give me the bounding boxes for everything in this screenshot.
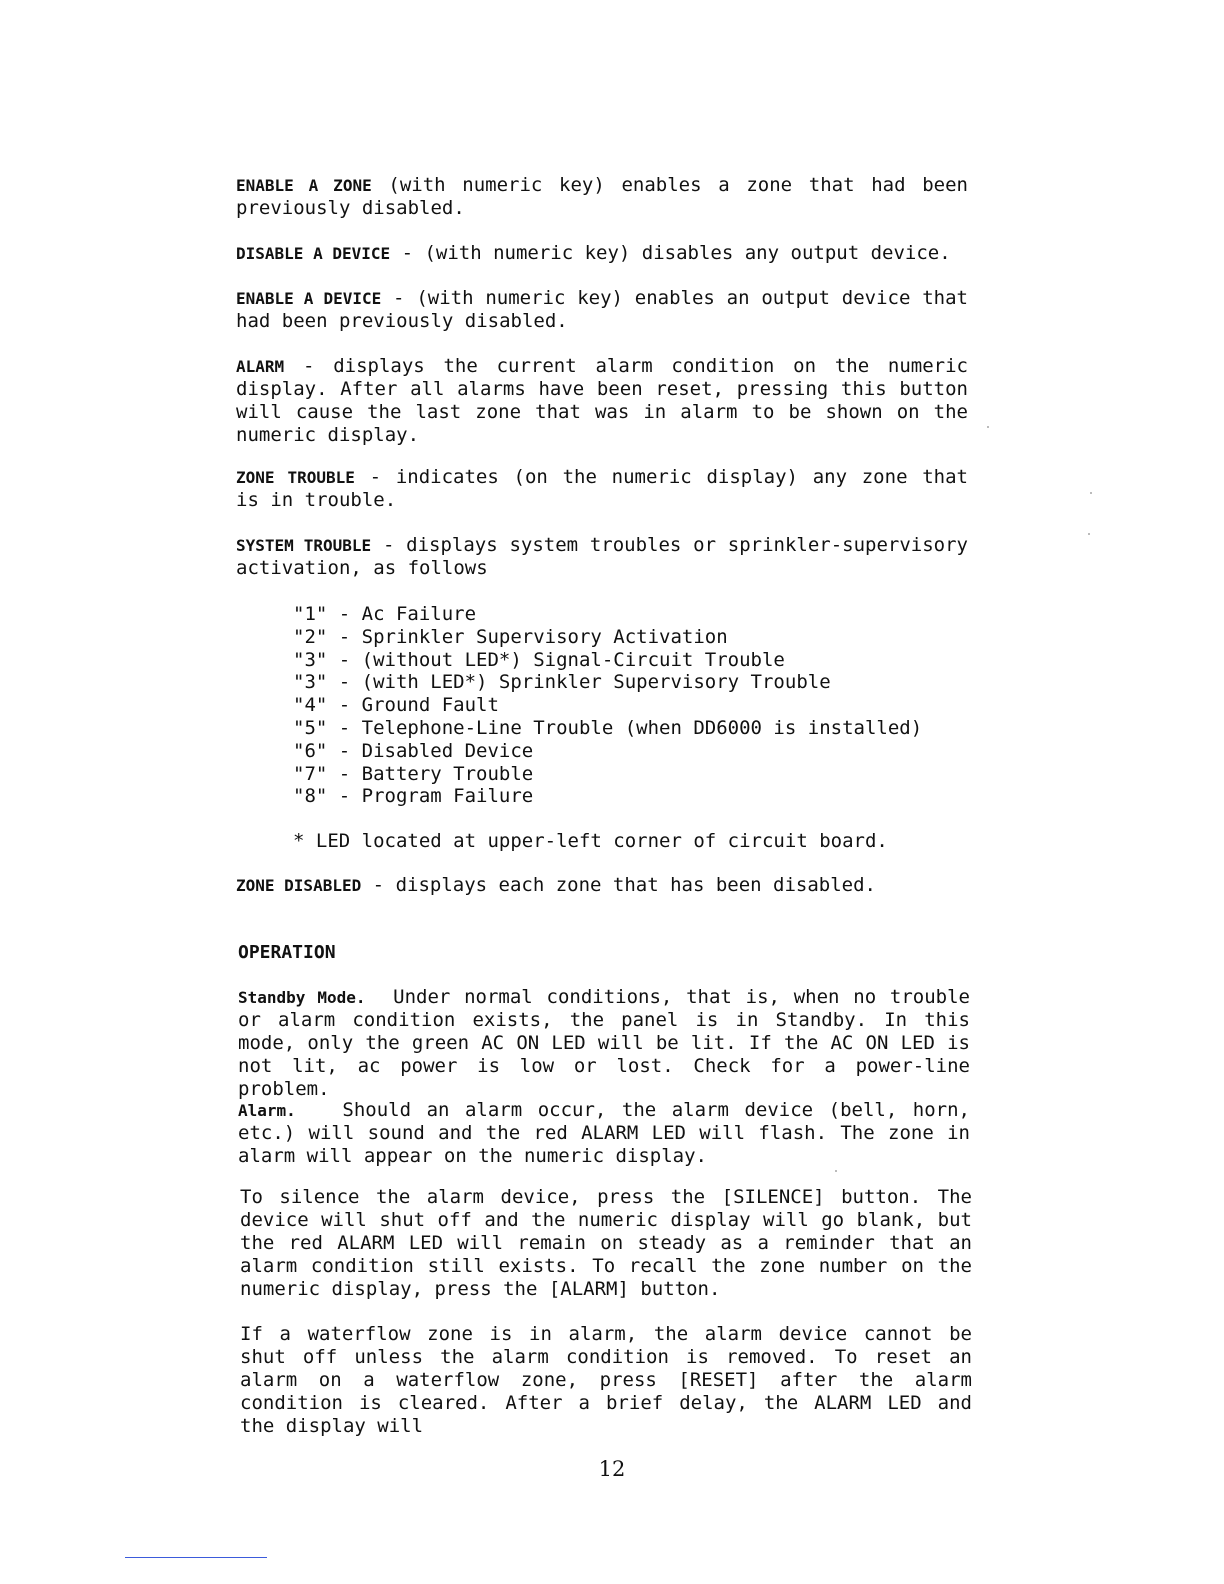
- alarm-operation-paragraph: [238, 1099, 970, 1168]
- led-note: * LED located at upper-left corner of circuit board.: [293, 830, 888, 852]
- separator: -: [390, 242, 425, 264]
- separator: -: [284, 355, 334, 377]
- list-item: "8" - Program Failure: [293, 785, 534, 808]
- silence-paragraph: To silence the alarm device, press the [SILENCE] button. The device will shut off and the numeric display will go blank, but the red ALARM LED will remain on steady as a reminder that an alarm condition still exists. To recall the zone number on the numeric display, press the [ALARM] button.: [240, 1186, 972, 1300]
- list-item: "7" - Battery Trouble: [293, 762, 534, 785]
- enable-zone-text: (with numeric key) enables a zone that had been previously disabled.: [236, 174, 968, 219]
- zone-trouble-text: indicates (on the numeric display) any zone that is in trouble.: [236, 466, 968, 511]
- list-item: "2" - Sprinkler Supervisory Activation: [293, 625, 728, 648]
- disable-device-term: DISABLE A DEVICE: [236, 244, 391, 263]
- list-item: "1" - Ac Failure: [293, 603, 477, 625]
- page-number: 12: [598, 1457, 626, 1481]
- system-trouble-text: displays system troubles or sprinkler-supervisory activation, as follows: [236, 534, 968, 579]
- disable-device-paragraph: [236, 242, 968, 265]
- separator: [372, 174, 389, 196]
- list-item: "6" - Disabled Device: [293, 739, 534, 762]
- scan-speck: [987, 426, 989, 428]
- enable-zone-term: ENABLE A ZONE: [236, 176, 372, 195]
- zone-disabled-text: displays each zone that has been disabled.: [395, 874, 876, 896]
- alarm-term: ALARM: [236, 357, 285, 376]
- separator: -: [371, 534, 407, 556]
- standby-text: Under normal conditions, that is, when no trouble or alarm condition exists, the panel is in Standby. In this mode, only the green AC ON LED will be lit. If the AC ON LED is not lit, ac power is low or lost. Check for a power-line problem.: [238, 986, 970, 1100]
- alarm-paragraph: [236, 355, 968, 447]
- waterflow-paragraph: If a waterflow zone is in alarm, the alarm device cannot be shut off unless the alarm condition is removed. To reset an alarm on a waterflow zone, press [RESET] after the alarm condition is cleared. After a brief delay, the ALARM LED and the display will: [240, 1323, 972, 1437]
- footer-rule: [125, 1557, 267, 1558]
- zone-disabled-paragraph: [236, 874, 968, 897]
- enable-device-paragraph: [236, 287, 968, 333]
- scan-speck: [835, 1170, 837, 1172]
- alarm-operation-text: Should an alarm occur, the alarm device (bell, horn, etc.) will sound and the red ALARM LED will flash. The zone in alarm will appear on the numeric display.: [238, 1099, 970, 1167]
- list-item: "5" - Telephone-Line Trouble (when DD6000 is installed): [293, 716, 923, 739]
- zone-disabled-term: ZONE DISABLED: [236, 876, 362, 895]
- enable-device-text: (with numeric key) enables an output device that had been previously disabled.: [236, 287, 968, 332]
- list-item: "3" - (without LED*) Signal-Circuit Trouble: [293, 648, 785, 671]
- disable-device-text: (with numeric key) disables any output device.: [424, 242, 951, 264]
- list-item: "4" - Ground Fault: [293, 694, 499, 717]
- separator: -: [361, 874, 396, 896]
- system-trouble-paragraph: [236, 534, 968, 580]
- standby-term: Standby Mode.: [238, 988, 366, 1007]
- standby-paragraph: [238, 986, 970, 1101]
- list-item: "3" - (with LED*) Sprinkler Supervisory Trouble: [293, 671, 831, 694]
- alarm-text: displays the current alarm condition on the numeric display. After all alarms have been reset, pressing this button will cause the last zone that was in alarm to be shown on the numeric display.: [236, 355, 968, 446]
- separator: -: [381, 287, 417, 309]
- enable-zone-paragraph: [236, 174, 968, 220]
- separator: -: [354, 466, 396, 488]
- scan-speck: [1090, 492, 1092, 494]
- system-trouble-term: SYSTEM TROUBLE: [236, 536, 372, 555]
- alarm-operation-term: Alarm.: [238, 1101, 296, 1120]
- zone-trouble-term: ZONE TROUBLE: [236, 468, 355, 487]
- trouble-code-list: [293, 603, 953, 808]
- operation-heading: OPERATION: [238, 942, 336, 963]
- zone-trouble-paragraph: [236, 466, 968, 512]
- scan-speck: [1088, 533, 1090, 535]
- enable-device-term: ENABLE A DEVICE: [236, 289, 382, 308]
